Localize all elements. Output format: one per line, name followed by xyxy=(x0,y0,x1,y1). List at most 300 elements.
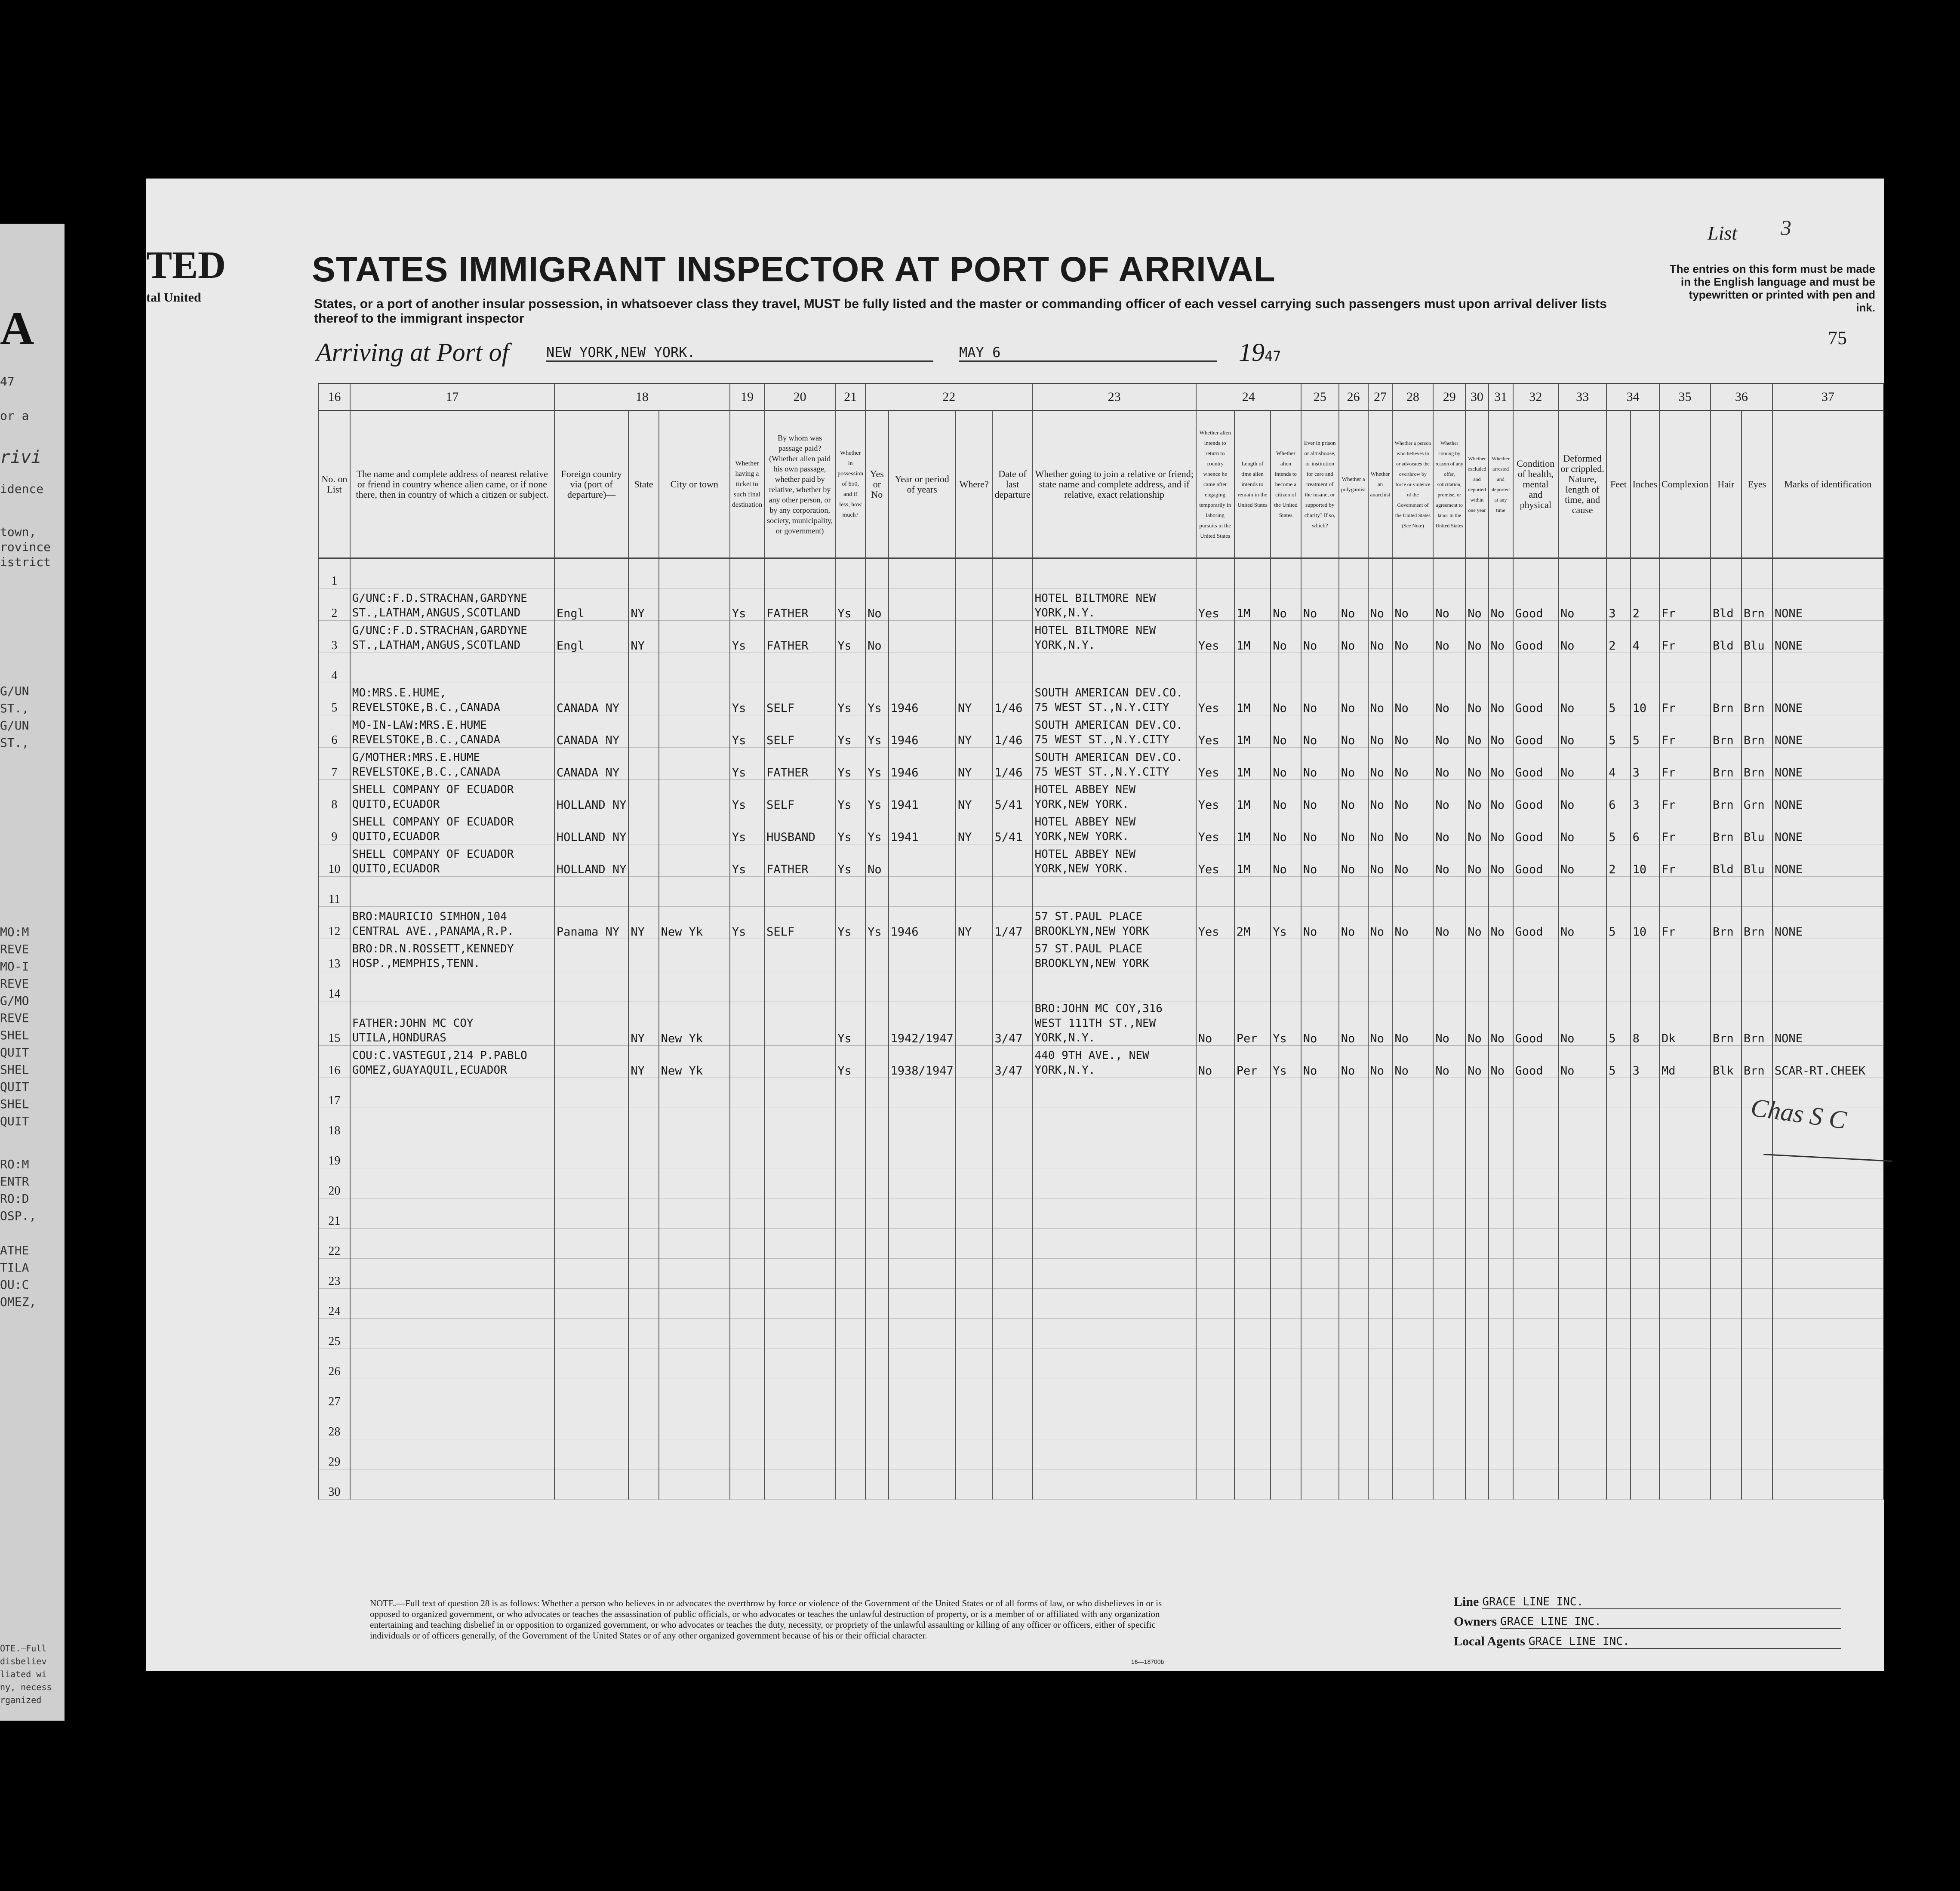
cell-overthrow xyxy=(1392,1289,1433,1319)
cell-deported: No xyxy=(1489,907,1513,939)
cell-prison xyxy=(1301,1168,1339,1198)
cell-health xyxy=(1513,1349,1558,1379)
cell-passage-paid-by xyxy=(764,939,835,971)
cell-before-in-us xyxy=(865,1289,888,1319)
column-header-row xyxy=(319,411,1883,558)
cell-complexion xyxy=(1659,1409,1711,1439)
cell-polygamist xyxy=(1339,1349,1368,1379)
cell-money: Ys xyxy=(835,812,865,844)
cell-row-number: 27 xyxy=(319,1379,350,1409)
cell-height-inches xyxy=(1631,1439,1659,1469)
cell-state xyxy=(628,715,658,748)
fragment-text: idence xyxy=(0,482,44,496)
cell-year-period: 1941 xyxy=(889,812,956,844)
cell-polygamist xyxy=(1339,558,1368,588)
cell-where xyxy=(956,1046,993,1078)
cell-where xyxy=(956,1078,993,1108)
cell-anarchist xyxy=(1368,1198,1393,1229)
cell-hair xyxy=(1711,971,1742,1001)
cell-anarchist xyxy=(1368,1168,1393,1198)
cell-deformed xyxy=(1558,971,1606,1001)
cell-where xyxy=(956,653,993,683)
cell-polygamist xyxy=(1339,1289,1368,1319)
cell-complexion xyxy=(1659,1469,1711,1500)
cell-purpose-length: 1M xyxy=(1234,621,1271,653)
cell-prison xyxy=(1301,1439,1339,1469)
cell-date-departure xyxy=(992,1289,1032,1319)
header-relative: The name and complete address of nearest relative or friend in country whence alien came, or if none there, then in country of which a citizen or subject. xyxy=(350,411,554,558)
cell-purpose-return: Yes xyxy=(1196,588,1234,621)
cell-excluded: No xyxy=(1465,621,1488,653)
cell-state: NY xyxy=(628,621,658,653)
fragment-text: ny, necess xyxy=(0,1682,52,1692)
cell-anarchist xyxy=(1368,1289,1393,1319)
cell-hair xyxy=(1711,877,1742,907)
cell-purpose-return xyxy=(1196,1289,1234,1319)
owners-label: Owners xyxy=(1454,1614,1497,1629)
cell-ticket xyxy=(730,1001,764,1046)
cell-ticket xyxy=(730,939,764,971)
table-row xyxy=(319,683,1883,715)
cell-complexion xyxy=(1659,1229,1711,1259)
cell-polygamist xyxy=(1339,1138,1368,1168)
cell-purpose-length xyxy=(1234,1168,1271,1198)
cell-labor-offer xyxy=(1433,1319,1465,1349)
cell-polygamist: No xyxy=(1339,683,1368,715)
cell-purpose-length: 1M xyxy=(1234,748,1271,780)
cell-state xyxy=(628,1078,658,1108)
cell-deported xyxy=(1489,1379,1513,1409)
cell-year-period: 1946 xyxy=(889,715,956,748)
cell-health: Good xyxy=(1513,812,1558,844)
cell-where xyxy=(956,1168,993,1198)
cell-joining-relative xyxy=(1033,1379,1196,1409)
cell-deported xyxy=(1489,653,1513,683)
cell-ticket xyxy=(730,1469,764,1500)
cell-purpose-citizen: No xyxy=(1271,621,1301,653)
cell-state xyxy=(628,1379,658,1409)
cell-purpose-return xyxy=(1196,1409,1234,1439)
cell-purpose-return: Yes xyxy=(1196,844,1234,877)
cell-deformed xyxy=(1558,1409,1606,1439)
cell-height-inches: 10 xyxy=(1631,683,1659,715)
cell-deported: No xyxy=(1489,780,1513,812)
cell-deported: No xyxy=(1489,621,1513,653)
cell-height-feet: 2 xyxy=(1606,844,1630,877)
cell-money: Ys xyxy=(835,588,865,621)
cell-hair xyxy=(1711,653,1742,683)
cell-health xyxy=(1513,1078,1558,1108)
cell-prison xyxy=(1301,558,1339,588)
cell-relative-address xyxy=(350,1138,554,1168)
cell-relative-address xyxy=(350,971,554,1001)
cell-purpose-length xyxy=(1234,1319,1271,1349)
cell-foreign-country xyxy=(554,1001,629,1046)
cell-hair: Brn xyxy=(1711,715,1742,748)
cell-labor-offer: No xyxy=(1433,1001,1465,1046)
cell-purpose-citizen xyxy=(1271,1138,1301,1168)
cell-marks xyxy=(1772,1439,1883,1469)
cell-eyes xyxy=(1742,1409,1772,1439)
cell-date-departure xyxy=(992,1108,1032,1138)
cell-joining-relative xyxy=(1033,1138,1196,1168)
cell-row-number: 22 xyxy=(319,1229,350,1259)
cell-where: NY xyxy=(956,812,993,844)
cell-year-period xyxy=(889,1198,956,1229)
cell-foreign-country xyxy=(554,1439,629,1469)
cell-health: Good xyxy=(1513,683,1558,715)
cell-relative-address xyxy=(350,1379,554,1409)
cell-joining-relative xyxy=(1033,1198,1196,1229)
cell-height-feet xyxy=(1606,1108,1630,1138)
cell-passage-paid-by xyxy=(764,1229,835,1259)
cell-before-in-us xyxy=(865,1229,888,1259)
cell-marks xyxy=(1772,1138,1883,1168)
cell-purpose-length: Per xyxy=(1234,1001,1271,1046)
cell-before-in-us: Ys xyxy=(865,812,888,844)
cell-excluded xyxy=(1465,1469,1488,1500)
table-row xyxy=(319,1001,1883,1046)
cell-overthrow: No xyxy=(1392,588,1433,621)
question-28-note: NOTE.—Full text of question 28 is as follows: Whether a person who believes in or advocates the overthrow by force or violence of the Government of the United States or of all forms of law, or who disbelieves in or is opposed to organized government, or who advocates or teaches the assassination of public officials, or who advocates or teaches the unlawful destruction of property, or is a member of or affiliated with any organization entertaining and teaching disbelief in or opposition to organized government, or who advocates or teaches the duty, necessity, or propriety of the unlawful assaulting or killing of any officer or officers, either of specific individuals or of officers generally, of the Government of the United States or of any other organized government because of his or their official character. xyxy=(370,1598,1162,1641)
header-polygamist: Whether a polygamist xyxy=(1339,411,1368,558)
header-inches: Inches xyxy=(1631,411,1659,558)
cell-where xyxy=(956,1409,993,1439)
cell-year-period xyxy=(889,1229,956,1259)
cell-joining-relative: SOUTH AMERICAN DEV.CO. 75 WEST ST.,N.Y.CITY xyxy=(1033,683,1196,715)
cell-anarchist: No xyxy=(1368,588,1393,621)
fragment-text: istrict xyxy=(0,555,51,569)
cell-polygamist xyxy=(1339,1108,1368,1138)
manifest-rows xyxy=(319,558,1883,1500)
cell-state xyxy=(628,1108,658,1138)
cell-row-number: 5 xyxy=(319,683,350,715)
cell-date-departure: 5/41 xyxy=(992,812,1032,844)
cell-foreign-country: Panama NY xyxy=(554,907,629,939)
header-before-yes-no: Yes or No xyxy=(865,411,888,558)
cell-before-in-us xyxy=(865,1108,888,1138)
cell-polygamist xyxy=(1339,1198,1368,1229)
cell-money xyxy=(835,1349,865,1379)
cell-passage-paid-by: SELF xyxy=(764,907,835,939)
cell-state xyxy=(628,1439,658,1469)
cell-anarchist: No xyxy=(1368,1001,1393,1046)
cell-before-in-us xyxy=(865,1379,888,1409)
cell-purpose-return xyxy=(1196,1229,1234,1259)
cell-anarchist xyxy=(1368,558,1393,588)
cell-before-in-us xyxy=(865,1198,888,1229)
column-number: 21 xyxy=(835,384,865,411)
cell-polygamist: No xyxy=(1339,844,1368,877)
cell-purpose-length: 1M xyxy=(1234,844,1271,877)
cell-eyes xyxy=(1742,1289,1772,1319)
header-money: Whether in possession of $50, and if less, how much? xyxy=(835,411,865,558)
cell-foreign-country xyxy=(554,1198,629,1229)
cell-money xyxy=(835,1379,865,1409)
fragment-text: REVE xyxy=(0,976,29,991)
cell-deformed xyxy=(1558,653,1606,683)
cell-relative-address xyxy=(350,1319,554,1349)
table-row xyxy=(319,907,1883,939)
cell-polygamist xyxy=(1339,1168,1368,1198)
cell-purpose-return xyxy=(1196,877,1234,907)
cell-complexion: Fr xyxy=(1659,780,1711,812)
cell-height-feet: 5 xyxy=(1606,683,1630,715)
cell-state: NY xyxy=(628,1001,658,1046)
cell-health xyxy=(1513,1439,1558,1469)
cell-overthrow xyxy=(1392,1259,1433,1289)
column-number: 35 xyxy=(1659,384,1711,411)
cell-row-number: 3 xyxy=(319,621,350,653)
header-year-period: Year or period of years xyxy=(889,411,956,558)
cell-year-period: 1946 xyxy=(889,683,956,715)
cell-height-feet xyxy=(1606,877,1630,907)
cell-prison: No xyxy=(1301,1046,1339,1078)
cell-ticket xyxy=(730,558,764,588)
cell-overthrow xyxy=(1392,1078,1433,1108)
cell-purpose-return xyxy=(1196,1138,1234,1168)
cell-state xyxy=(628,748,658,780)
cell-complexion: Md xyxy=(1659,1046,1711,1078)
cell-overthrow xyxy=(1392,971,1433,1001)
cell-excluded xyxy=(1465,1168,1488,1198)
cell-row-number: 12 xyxy=(319,907,350,939)
header-health: Condition of health, mental and physical xyxy=(1513,411,1558,558)
column-number-row xyxy=(319,384,1883,411)
cell-joining-relative: HOTEL BILTMORE NEW YORK,N.Y. xyxy=(1033,588,1196,621)
column-number: 32 xyxy=(1513,384,1558,411)
cell-anarchist xyxy=(1368,1409,1393,1439)
cell-overthrow xyxy=(1392,1439,1433,1469)
cell-money xyxy=(835,1138,865,1168)
cell-health xyxy=(1513,939,1558,971)
cell-purpose-citizen xyxy=(1271,653,1301,683)
table-row xyxy=(319,1289,1883,1319)
table-row xyxy=(319,1198,1883,1229)
inspector-signature: Chas S C xyxy=(1749,1093,1848,1135)
cell-complexion xyxy=(1659,1168,1711,1198)
cell-height-feet: 4 xyxy=(1606,748,1630,780)
cell-height-feet: 5 xyxy=(1606,812,1630,844)
cell-hair xyxy=(1711,939,1742,971)
cell-prison xyxy=(1301,1409,1339,1439)
cell-deported: No xyxy=(1489,1046,1513,1078)
cell-complexion: Fr xyxy=(1659,621,1711,653)
cell-row-number: 4 xyxy=(319,653,350,683)
cell-year-period xyxy=(889,877,956,907)
cell-purpose-length xyxy=(1234,1078,1271,1108)
cell-date-departure xyxy=(992,1198,1032,1229)
cell-city: New Yk xyxy=(659,907,730,939)
cell-overthrow: No xyxy=(1392,1046,1433,1078)
cell-labor-offer xyxy=(1433,558,1465,588)
cell-excluded xyxy=(1465,939,1488,971)
cell-before-in-us: Ys xyxy=(865,780,888,812)
cell-polygamist xyxy=(1339,1319,1368,1349)
cell-before-in-us xyxy=(865,1168,888,1198)
cell-where xyxy=(956,1259,993,1289)
cell-eyes: Blu xyxy=(1742,844,1772,877)
cell-health: Good xyxy=(1513,907,1558,939)
header-state: State xyxy=(628,411,658,558)
cell-marks xyxy=(1772,653,1883,683)
cell-health xyxy=(1513,1259,1558,1289)
cell-labor-offer xyxy=(1433,1379,1465,1409)
cell-row-number: 26 xyxy=(319,1349,350,1379)
cell-height-inches xyxy=(1631,1409,1659,1439)
cell-row-number: 19 xyxy=(319,1138,350,1168)
cell-purpose-return xyxy=(1196,1319,1234,1349)
cell-purpose-return xyxy=(1196,558,1234,588)
cell-overthrow: No xyxy=(1392,780,1433,812)
header-deported: Whether arrested and deported at any time xyxy=(1489,411,1513,558)
cell-purpose-citizen xyxy=(1271,971,1301,1001)
cell-polygamist: No xyxy=(1339,907,1368,939)
cell-height-inches: 8 xyxy=(1631,1001,1659,1046)
column-number: 37 xyxy=(1772,384,1883,411)
manifest-sheet xyxy=(146,179,1884,1671)
cell-foreign-country xyxy=(554,1138,629,1168)
cell-overthrow: No xyxy=(1392,621,1433,653)
cell-ticket xyxy=(730,1108,764,1138)
header-purpose-return: Whether alien intends to return to country whence he came after engaging temporarily in laboring pursuits in the United States xyxy=(1196,411,1234,558)
cell-purpose-length: Per xyxy=(1234,1046,1271,1078)
cell-labor-offer xyxy=(1433,1259,1465,1289)
fragment-text: rganized xyxy=(0,1695,42,1705)
cell-money: Ys xyxy=(835,1001,865,1046)
cell-polygamist xyxy=(1339,1078,1368,1108)
cell-joining-relative xyxy=(1033,1439,1196,1469)
cell-eyes: Brn xyxy=(1742,683,1772,715)
cell-ticket: Ys xyxy=(730,683,764,715)
cell-hair xyxy=(1711,1229,1742,1259)
cell-state xyxy=(628,1319,658,1349)
cell-height-inches xyxy=(1631,1319,1659,1349)
cell-where xyxy=(956,558,993,588)
header-city: City or town xyxy=(659,411,730,558)
cell-overthrow xyxy=(1392,1379,1433,1409)
cell-deformed xyxy=(1558,1439,1606,1469)
cell-foreign-country xyxy=(554,939,629,971)
cell-where xyxy=(956,1439,993,1469)
cell-passage-paid-by xyxy=(764,1259,835,1289)
cell-city xyxy=(659,715,730,748)
fragment-text: rivi xyxy=(0,447,42,467)
cell-foreign-country xyxy=(554,653,629,683)
cell-passage-paid-by: FATHER xyxy=(764,621,835,653)
cell-passage-paid-by xyxy=(764,1409,835,1439)
cell-height-feet xyxy=(1606,1289,1630,1319)
cell-passage-paid-by: SELF xyxy=(764,780,835,812)
cell-hair xyxy=(1711,1289,1742,1319)
cell-foreign-country xyxy=(554,1168,629,1198)
table-row xyxy=(319,1379,1883,1409)
cell-prison: No xyxy=(1301,780,1339,812)
agents-label: Local Agents xyxy=(1454,1634,1525,1648)
cell-eyes: Brn xyxy=(1742,715,1772,748)
header-purpose-length: Length of time alien intends to remain in the United States xyxy=(1234,411,1271,558)
cell-relative-address xyxy=(350,877,554,907)
table-row xyxy=(319,1078,1883,1108)
cell-city xyxy=(659,653,730,683)
cell-prison xyxy=(1301,1259,1339,1289)
cell-state xyxy=(628,558,658,588)
cell-passage-paid-by xyxy=(764,1469,835,1500)
cell-date-departure xyxy=(992,1319,1032,1349)
cell-city xyxy=(659,939,730,971)
fragment-text: RO:D xyxy=(0,1192,29,1206)
cell-labor-offer xyxy=(1433,1289,1465,1319)
header-ticket: Whether having a ticket to such final destination xyxy=(730,411,764,558)
cell-polygamist: No xyxy=(1339,588,1368,621)
cell-deported xyxy=(1489,1409,1513,1439)
cell-city xyxy=(659,971,730,1001)
cell-prison xyxy=(1301,1229,1339,1259)
cell-excluded xyxy=(1465,1259,1488,1289)
cell-where xyxy=(956,1229,993,1259)
table-row xyxy=(319,971,1883,1001)
cell-ticket xyxy=(730,1168,764,1198)
cell-purpose-return xyxy=(1196,1379,1234,1409)
cell-passage-paid-by xyxy=(764,1198,835,1229)
cell-ticket xyxy=(730,1198,764,1229)
cell-relative-address: BRO:DR.N.ROSSETT,KENNEDY HOSP.,MEMPHIS,TENN. xyxy=(350,939,554,971)
cell-state: NY xyxy=(628,907,658,939)
cell-excluded xyxy=(1465,1229,1488,1259)
cell-passage-paid-by xyxy=(764,1168,835,1198)
cell-relative-address xyxy=(350,1439,554,1469)
cell-excluded xyxy=(1465,1198,1488,1229)
fragment-text: REVE xyxy=(0,1011,29,1025)
cell-prison: No xyxy=(1301,748,1339,780)
cell-excluded xyxy=(1465,1439,1488,1469)
cell-complexion xyxy=(1659,1289,1711,1319)
cell-height-inches: 3 xyxy=(1631,748,1659,780)
cell-polygamist xyxy=(1339,1259,1368,1289)
cell-before-in-us xyxy=(865,877,888,907)
cell-relative-address xyxy=(350,558,554,588)
date-field: MAY 6 xyxy=(959,344,1217,362)
cell-ticket xyxy=(730,1289,764,1319)
cell-marks: NONE xyxy=(1772,907,1883,939)
cell-passage-paid-by xyxy=(764,1439,835,1469)
cell-deported: No xyxy=(1489,748,1513,780)
cell-labor-offer xyxy=(1433,939,1465,971)
cell-height-inches xyxy=(1631,1469,1659,1500)
cell-purpose-citizen xyxy=(1271,1379,1301,1409)
cell-deported xyxy=(1489,1469,1513,1500)
cell-year-period xyxy=(889,1319,956,1349)
cell-prison xyxy=(1301,939,1339,971)
cell-purpose-return xyxy=(1196,1469,1234,1500)
cell-before-in-us xyxy=(865,1439,888,1469)
cell-row-number: 24 xyxy=(319,1289,350,1319)
cell-polygamist xyxy=(1339,1379,1368,1409)
cell-before-in-us xyxy=(865,1319,888,1349)
cell-where: NY xyxy=(956,683,993,715)
cell-relative-address xyxy=(350,1469,554,1500)
cell-ticket: Ys xyxy=(730,812,764,844)
cell-purpose-citizen: No xyxy=(1271,748,1301,780)
cell-height-feet: 5 xyxy=(1606,1046,1630,1078)
fragment-text: ENTR xyxy=(0,1174,29,1189)
cell-marks xyxy=(1772,877,1883,907)
cell-eyes: Blu xyxy=(1742,621,1772,653)
cell-state xyxy=(628,1259,658,1289)
cell-foreign-country xyxy=(554,1349,629,1379)
cell-money: Ys xyxy=(835,1046,865,1078)
cell-year-period xyxy=(889,621,956,653)
